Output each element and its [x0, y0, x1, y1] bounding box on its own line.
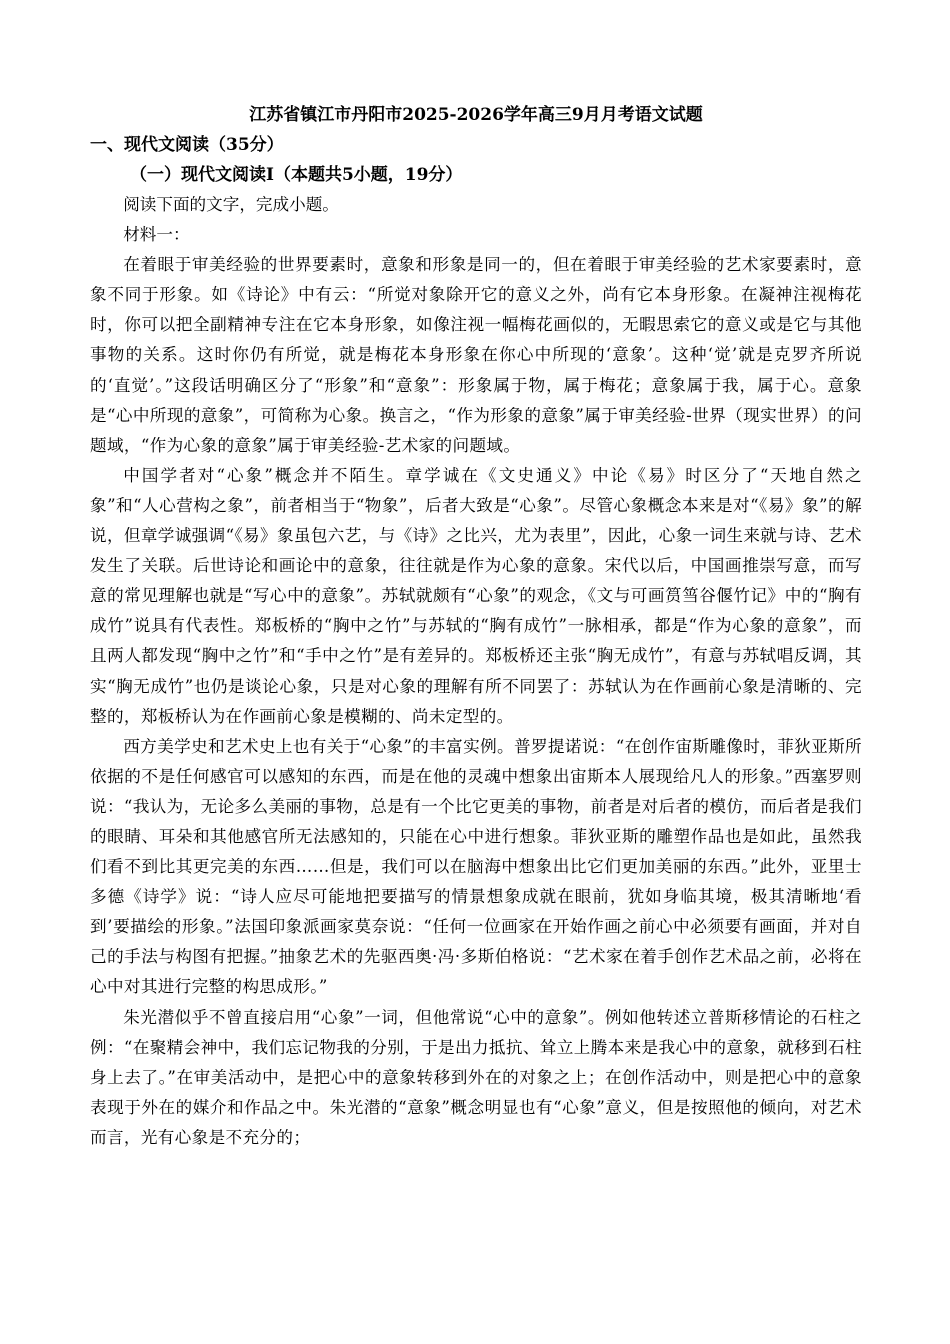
paragraph-1: 在着眼于审美经验的世界要素时，意象和形象是同一的，但在着眼于审美经验的艺术家要素时，意象不同于形象。如《诗论》中有云：“所觉对象除开它的意义之外，尚有它本身形象。在凝神注视梅花时，你可以把全副精神专注在它本身形象，如像注视一幅梅花画似的，无暇思索它的意义或是它与其他事物的关系。这时你仍有所觉，就是梅花本身形象在你心中所现的‘意象’。这种‘觉’就是克罗齐所说的‘直觉’。”这段话明确区分了“形象”和“意象”：形象属于物，属于梅花；意象属于我，属于心。意象是“心中所现的意象”，可简称为心象。换言之，“作为形象的意象”属于审美经验-世界（现实世界）的问题域，“作为心象的意象”属于审美经验-艺术家的问题域。 [90, 255, 862, 455]
paragraph-3: 西方美学史和艺术史上也有关于“心象”的丰富实例。普罗提诺说：“在创作宙斯雕像时，菲狄亚斯所依据的不是任何感官可以感知的东西，而是在他的灵魂中想象出宙斯本人展现给凡人的形象。”西塞罗则说：“我认为，无论多么美丽的事物，总是有一个比它更美的事物，前者是对后者的模仿，而后者是我们的眼睛、耳朵和其他感官所无法感知的，只能在心中进行想象。菲狄亚斯的雕塑作品也是如此，虽然我们看不到比其更完美的东西……但是，我们可以在脑海中想象出比它们更加美丽的东西。”此外，亚里士多德《诗学》说：“诗人应尽可能地把要描写的情景想象成就在眼前，犹如身临其境，极其清晰地‘看到’要描绘的形象。”法国印象派画家莫奈说：“任何一位画家在开始作画之前心中必须要有画面，并对自己的手法与构图有把握。”抽象艺术的先驱西奥·冯·多斯伯格说：“艺术家在着手创作艺术品之前，必将在心中对其进行完整的构思成形。” [90, 736, 862, 997]
paragraph-4: 朱光潜似乎不曾直接启用“心象”一词，但他常说“心中的意象”。例如他转述立普斯移情论的石柱之例：“在聚精会神中，我们忘记物我的分别，于是出力抵抗、耸立上腾本来是我心中的意象，就移到石柱身上去了。”在审美活动中，是把心中的意象转移到外在的对象之上；在创作活动中，则是把心中的意象表现于外在的媒介和作品之中。朱光潜的“意象”概念明显也有“心象”意义，但是按照他的倾向，对艺术而言，光有心象是不充分的； [90, 1007, 862, 1147]
paragraph-2: 中国学者对“心象”概念并不陌生。章学诚在《文史通义》中论《易》时区分了“天地自然之象”和“人心营构之象”，前者相当于“物象”，后者大致是“心象”。尽管心象概念本来是对“《易》象”的解说，但章学诚强调“《易》象虽包六艺，与《诗》之比兴，尤为表里”，因此，心象一词生来就与诗、艺术发生了关联。后世诗论和画论中的意象，往往就是作为心象的意象。宋代以后，中国画推崇写意，而写意的常见理解也就是“写心中的意象”。苏轼就颇有“心象”的观念，《文与可画筼筜谷偃竹记》中的“胸有成竹”说具有代表性。郑板桥的“胸中之竹”与苏轼的“胸有成竹”一脉相承，都是“作为心象的意象”，而且两人都发现“胸中之竹”和“手中之竹”是有差异的。郑板桥还主张“胸无成竹”，有意与苏轼唱反调，其实“胸无成竹”也仍是谈论心象，只是对心象的理解有所不同罢了：苏轼认为在作画前心象是清晰的、完整的，郑板桥认为在作画前心象是模糊的、尚未定型的。 [90, 465, 862, 726]
document-title: 江苏省镇江市丹阳市2025-2026学年高三9月月考语文试题 [249, 105, 703, 125]
instruction-text: 阅读下面的文字，完成小题。 [123, 195, 339, 214]
section-heading: 一、现代文阅读（35分） [90, 135, 284, 155]
document-page [90, 100, 862, 1153]
material-label: 材料一： [123, 225, 190, 245]
subsection-heading: （一）现代文阅读Ⅰ（本题共5小题，19分） [130, 165, 463, 185]
